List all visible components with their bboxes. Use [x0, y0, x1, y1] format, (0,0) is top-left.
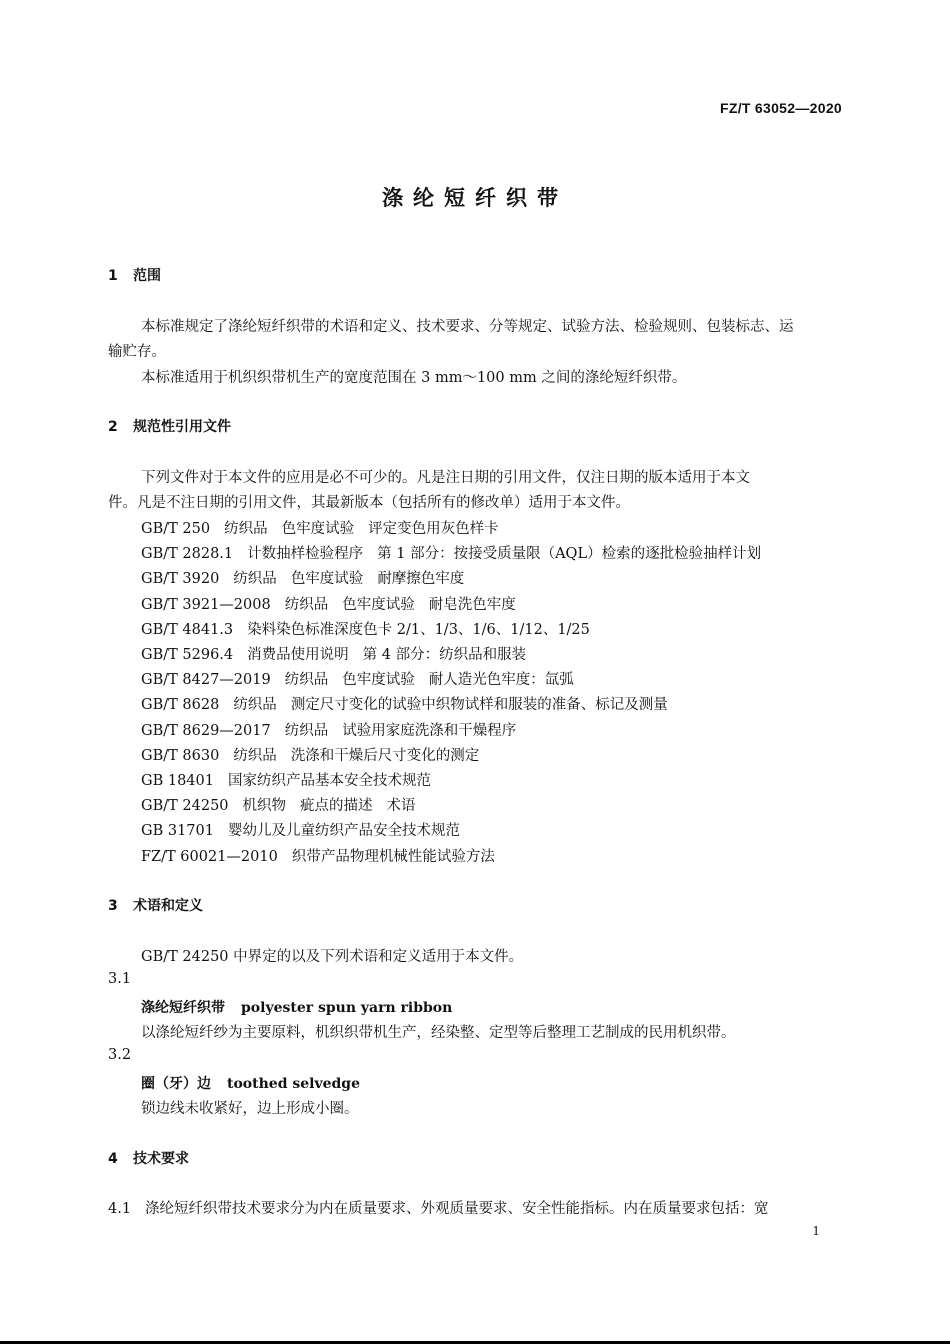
reference-code: GB/T 8629—2017	[141, 722, 271, 739]
reference-title-part: 纺织品	[233, 747, 277, 764]
section-title: 范围	[133, 268, 161, 284]
scope-paragraph-1-line-2: 输贮存。	[108, 344, 166, 360]
references-intro-line-2: 件。凡是不注日期的引用文件，其最新版本（包括所有的修改单）适用于本文件。	[108, 495, 630, 511]
reference-title-part: 机织物	[242, 798, 287, 815]
term-en: polyester spun yarn ribbon	[241, 1000, 453, 1016]
reference-title-part: 消费品使用说明	[247, 647, 349, 663]
reference-code: GB/T 3920	[141, 571, 220, 588]
reference-item	[141, 643, 540, 664]
reference-item	[141, 542, 775, 563]
reference-item	[141, 819, 474, 840]
section-title: 规范性引用文件	[133, 419, 231, 435]
term-heading	[141, 1073, 360, 1093]
reference-title-part: 第 1 部分：按接受质量限（AQL）检索的逐批检验抽样计划	[377, 546, 762, 563]
reference-title-part: 测定尺寸变化的试验中织物试样和服装的准备、标记及测量	[290, 697, 668, 714]
clause-number: 4.1	[108, 1201, 132, 1217]
reference-item	[141, 719, 530, 740]
section-number: 3	[108, 898, 118, 914]
reference-title-part: 计数抽样检验程序	[247, 546, 364, 563]
reference-title-part: 国家纺织产品基本安全技术规范	[227, 773, 431, 789]
reference-title-part: 纺织品	[284, 722, 329, 739]
standard-number: FZ/T 63052—2020	[719, 100, 842, 116]
reference-code: GB 31701	[141, 823, 214, 840]
clause-4-1	[108, 1197, 769, 1218]
reference-code: GB/T 8630	[141, 747, 220, 764]
reference-title-part: 纺织品	[284, 672, 329, 689]
document-title: 涤纶短纤织带	[382, 186, 568, 210]
reference-code: GB/T 24250	[141, 798, 229, 815]
references-intro-line-1: 下列文件对于本文件的应用是必不可少的。凡是注日期的引用文件，仅注日期的版本适用于本文	[141, 470, 750, 486]
reference-title-part: 纺织品	[233, 697, 277, 714]
reference-code: GB/T 250	[141, 521, 211, 537]
term-heading	[141, 997, 452, 1017]
reference-title-part: 疵点的描述	[300, 798, 373, 815]
reference-code: GB/T 2828.1	[141, 546, 234, 563]
reference-title-part: 色牢度试验	[342, 672, 415, 689]
term-number: 3.1	[108, 971, 132, 987]
reference-item	[141, 769, 445, 790]
scope-paragraph-2: 本标准适用于机织织带机生产的宽度范围在 3 mm～100 mm 之间的涤纶短纤织带。	[141, 370, 687, 386]
reference-code: GB/T 4841.3	[141, 621, 234, 638]
reference-title-part: 耐人造光色牢度：氙弧	[428, 672, 574, 689]
reference-code: GB/T 8427—2019	[141, 672, 271, 689]
reference-title-part: 纺织品	[224, 521, 268, 537]
reference-code: GB 18401	[141, 773, 214, 789]
section-heading-3	[108, 895, 203, 915]
scope-paragraph-1-line-1: 本标准规定了涤纶短纤织带的术语和定义、技术要求、分等规定、试验方法、检验规则、包装标志、运	[141, 319, 794, 335]
reference-title-part: 术语	[386, 798, 416, 815]
section-title: 技术要求	[133, 1151, 189, 1167]
term-en: toothed selvedge	[227, 1076, 360, 1092]
section-heading-2	[108, 416, 231, 436]
reference-title-part: 色牢度试验	[290, 571, 364, 588]
section-heading-4	[108, 1148, 189, 1168]
reference-item	[141, 845, 509, 866]
reference-title-part: 织带产品物理机械性能试验方法	[291, 848, 495, 865]
section-title: 术语和定义	[133, 898, 203, 914]
reference-item	[141, 618, 604, 639]
reference-code: FZ/T 60021—2010	[141, 848, 278, 865]
reference-title-part: 评定变色用灰色样卡	[368, 521, 499, 537]
reference-title-part: 色牢度试验	[342, 596, 415, 613]
section-heading-1	[108, 265, 161, 285]
reference-item	[141, 693, 682, 714]
reference-code: GB/T 8628	[141, 697, 220, 714]
reference-title-part: 耐皂洗色牢度	[428, 596, 516, 613]
term-definition: 锁边线未收紧好，边上形成小圈。	[141, 1101, 359, 1117]
reference-item	[141, 593, 530, 614]
terms-intro: GB/T 24250 中界定的以及下列术语和定义适用于本文件。	[141, 949, 524, 965]
reference-title-part: 婴幼儿及儿童纺织产品安全技术规范	[227, 823, 460, 840]
reference-title-part: 洗涤和干燥后尺寸变化的测定	[290, 747, 480, 764]
term-zh: 圈（牙）边	[141, 1076, 211, 1092]
section-number: 2	[108, 419, 118, 435]
reference-title-part: 色牢度试验	[281, 521, 355, 537]
term-number: 3.2	[108, 1047, 132, 1063]
reference-item	[141, 517, 513, 538]
reference-title-part: 耐摩擦色牢度	[377, 571, 465, 588]
reference-code: GB/T 5296.4	[141, 647, 234, 663]
reference-title-part: 纺织品	[233, 571, 277, 588]
reference-code: GB/T 3921—2008	[141, 596, 271, 613]
section-number: 4	[108, 1151, 118, 1167]
reference-title-part: 染料染色标准深度色卡 2/1、1/3、1/6、1/12、1/25	[247, 621, 590, 638]
reference-title-part: 纺织品	[284, 596, 329, 613]
reference-item	[141, 668, 588, 689]
reference-item	[141, 567, 478, 588]
page-number: 1	[812, 1224, 820, 1238]
reference-title-part: 第 4 部分：纺织品和服装	[362, 647, 527, 663]
clause-text: 涤纶短纤织带技术要求分为内在质量要求、外观质量要求、安全性能指标。内在质量要求包括：宽	[145, 1201, 769, 1217]
reference-item	[141, 744, 493, 765]
section-number: 1	[108, 268, 118, 284]
reference-title-part: 试验用家庭洗涤和干燥程序	[342, 722, 517, 739]
reference-item	[141, 794, 430, 815]
term-zh: 涤纶短纤织带	[141, 1000, 225, 1016]
term-definition: 以涤纶短纤纱为主要原料，机织织带机生产，经染整、定型等后整理工艺制成的民用机织带。	[141, 1025, 736, 1041]
